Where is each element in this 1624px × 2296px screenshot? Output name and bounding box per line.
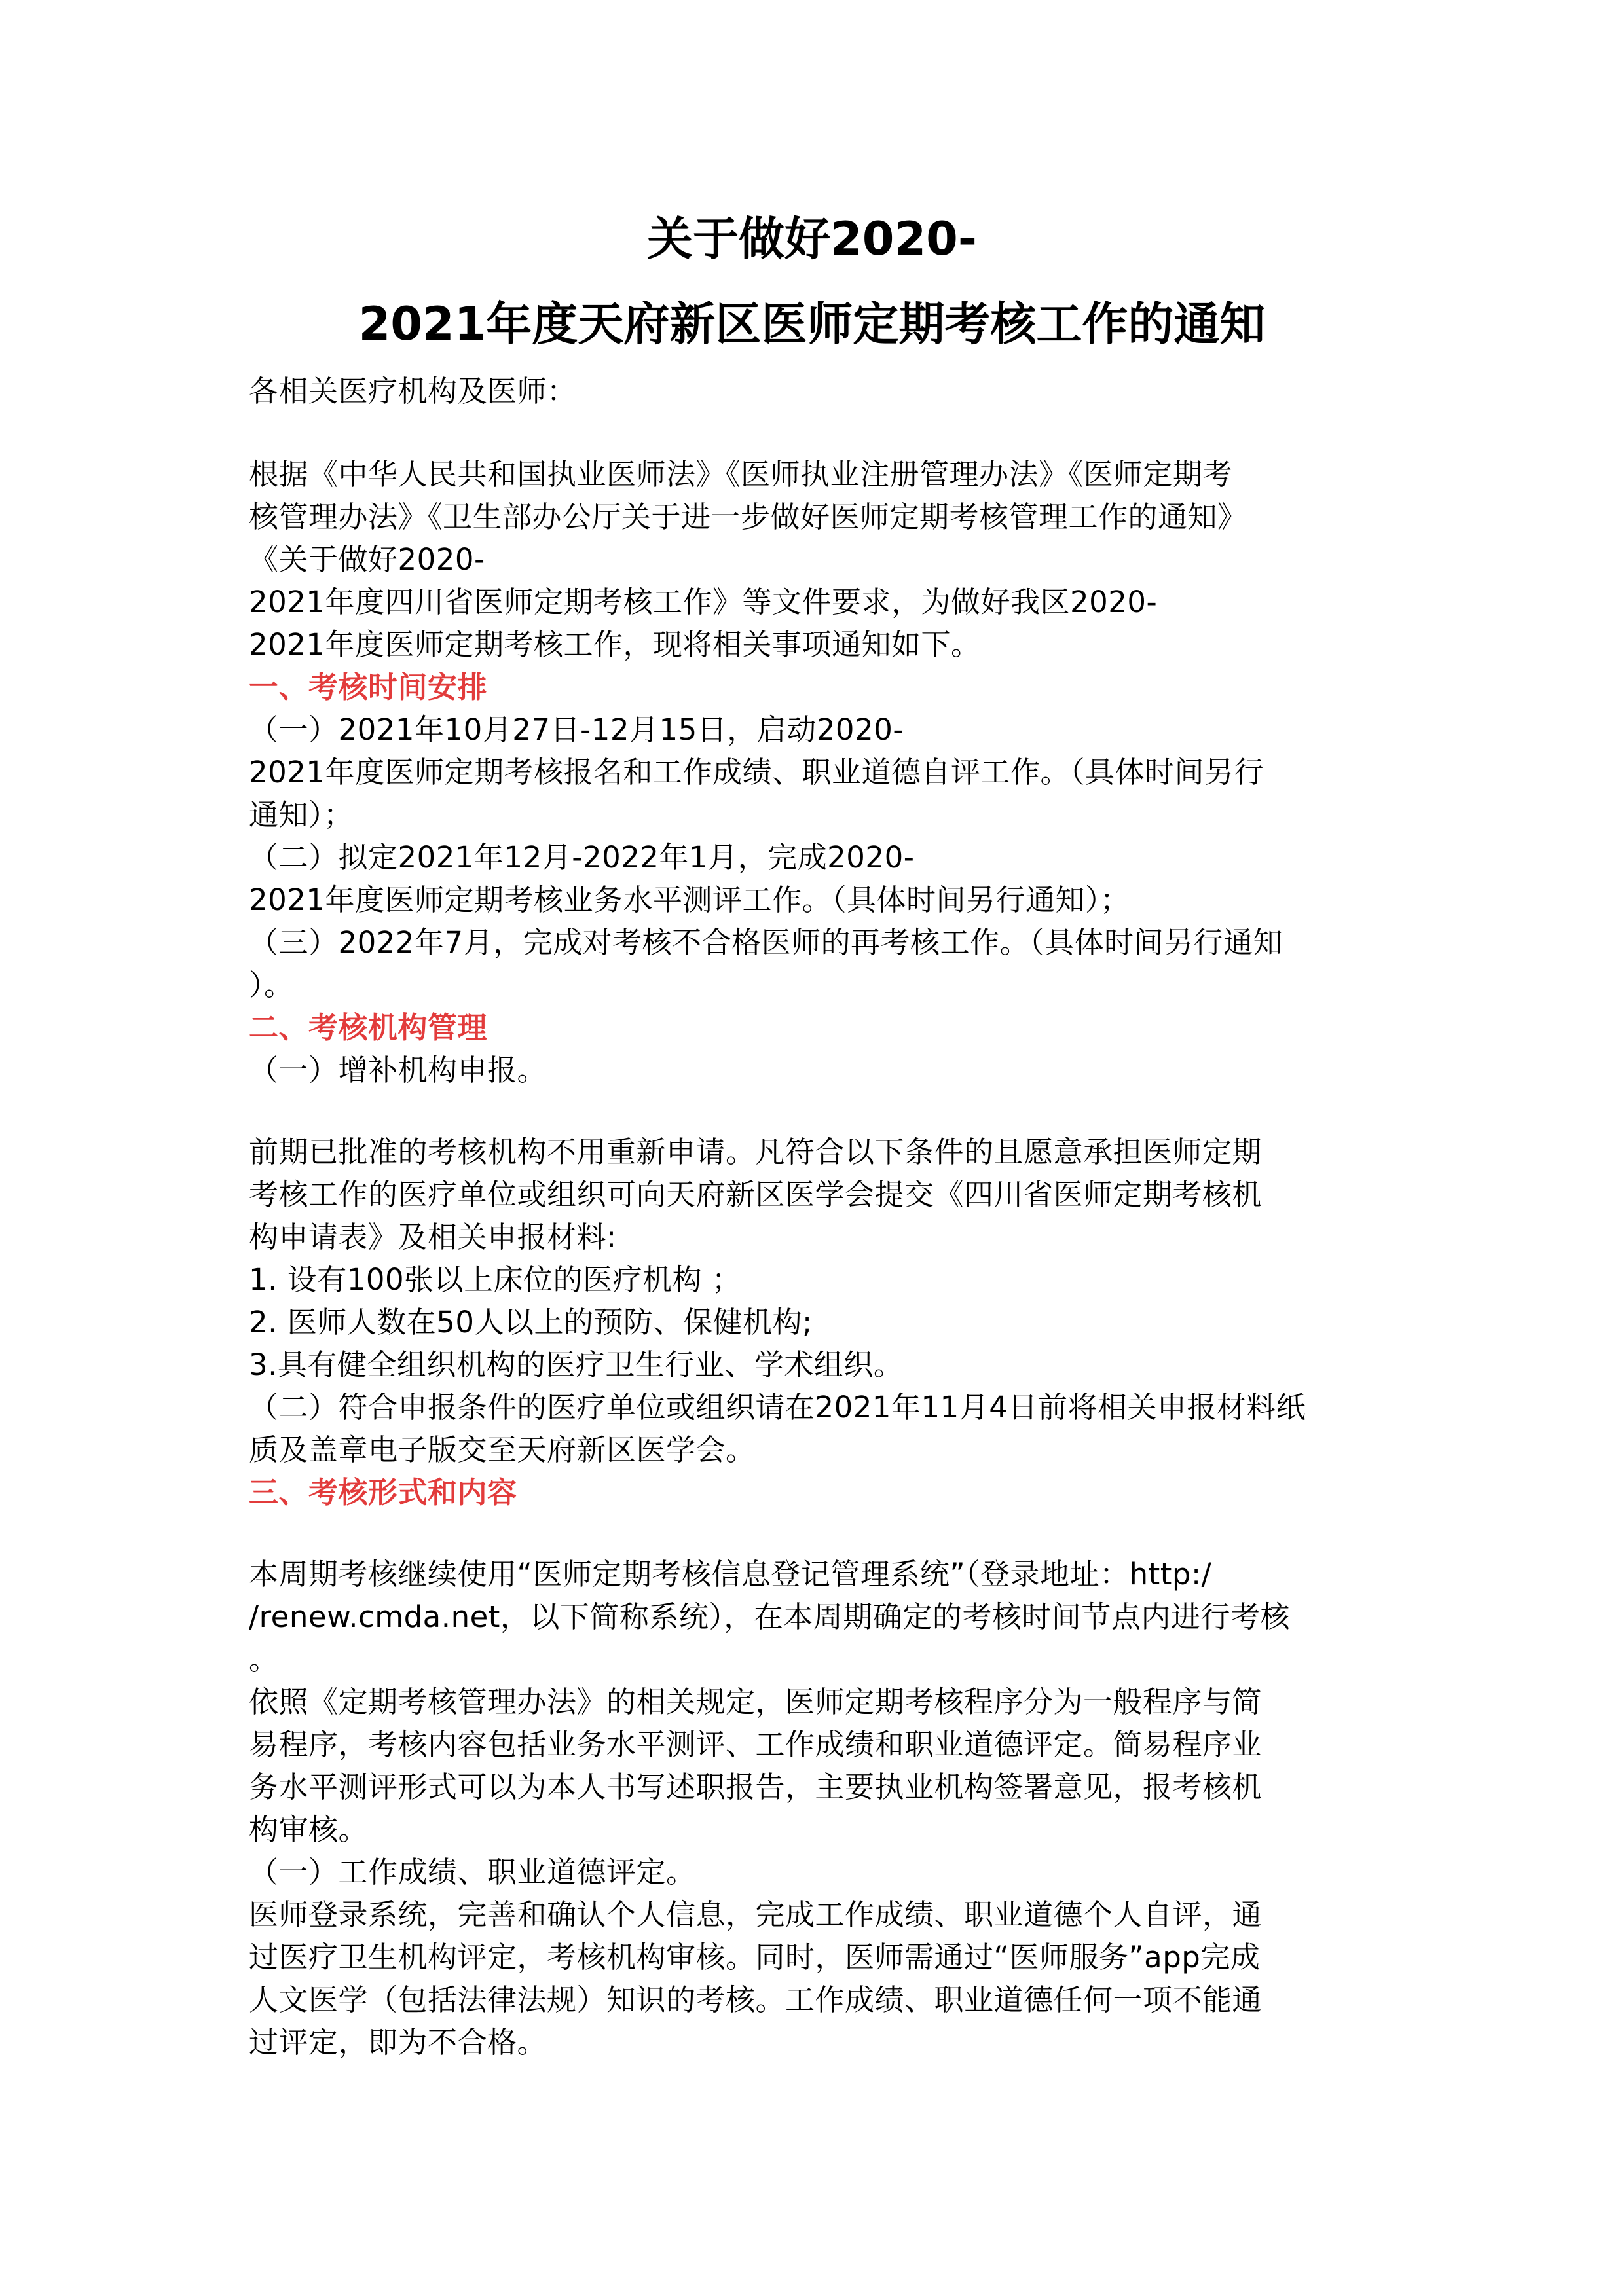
body-line: 易程序，考核内容包括业务水平测评、工作成绩和职业道德评定。简易程序业 [249, 1727, 1263, 1762]
section-heading-schedule: 一、考核时间安排 [249, 670, 488, 704]
body-line: （一）增补机构申报。 [249, 1053, 547, 1087]
body-line: 2021年度四川省医师定期考核工作》等文件要求，为做好我区2020- [249, 585, 1158, 619]
body-line: 2021年度医师定期考核业务水平测评工作。（具体时间另行通知）； [249, 883, 1130, 917]
body-line: 依照《定期考核管理办法》的相关规定，医师定期考核程序分为一般程序与简 [249, 1685, 1263, 1719]
list-item: 1. 设有100张以上床位的医疗机构 ； [249, 1262, 742, 1297]
body-line: 构审核。 [249, 1812, 369, 1847]
document-title-line-1: 关于做好2020- [647, 212, 977, 266]
body-line: （一）2021年10月27日-12月15日，启动2020- [249, 712, 904, 747]
body-line: ）。 [249, 968, 294, 1002]
body-line: 2021年度医师定期考核工作，现将相关事项通知如下。 [249, 627, 981, 662]
body-line: 质及盖章电子版交至天府新区医学会。 [249, 1432, 756, 1467]
body-line: 《关于做好2020- [249, 542, 485, 577]
body-line: 过评定，即为不合格。 [249, 2025, 547, 2060]
body-line: （三）2022年7月，完成对考核不合格医师的再考核工作。（具体时间另行通知 [249, 925, 1283, 960]
list-item: 3.具有健全组织机构的医疗卫生行业、学术组织。 [249, 1347, 904, 1382]
body-line: 过医疗卫生机构评定，考核机构审核。同时，医师需通过“医师服务”app完成 [249, 1940, 1261, 1975]
body-line: 通知）； [249, 797, 354, 832]
body-line: 2021年度医师定期考核报名和工作成绩、职业道德自评工作。（具体时间另行 [249, 755, 1264, 790]
body-line: 核管理办法》《卫生部办公厅关于进一步做好医师定期考核管理工作的通知》 [249, 500, 1247, 534]
salutation: 各相关医疗机构及医师： [249, 374, 577, 409]
body-line: 务水平测评形式可以为本人书写述职报告，主要执业机构签署意见，报考核机 [249, 1770, 1263, 1804]
body-line: （一）工作成绩、职业道德评定。 [249, 1855, 696, 1889]
section-heading-institutions: 二、考核机构管理 [249, 1010, 488, 1045]
body-line: 。 [249, 1642, 279, 1677]
body-line: 前期已批准的考核机构不用重新申请。凡符合以下条件的且愿意承担医师定期 [249, 1135, 1263, 1169]
document-title-line-2: 2021年度天府新区医师定期考核工作的通知 [358, 297, 1266, 351]
body-line: 人文医学（包括法律法规）知识的考核。工作成绩、职业道德任何一项不能通 [249, 1982, 1263, 2017]
body-line: 根据《中华人民共和国执业医师法》《医师执业注册管理办法》《医师定期考 [249, 457, 1233, 492]
body-line: （二）拟定2021年12月-2022年1月，完成2020- [249, 840, 915, 875]
body-line: 考核工作的医疗单位或组织可向天府新区医学会提交《四川省医师定期考核机 [249, 1177, 1263, 1212]
body-line: 本周期考核继续使用“医师定期考核信息登记管理系统”（登录地址：http:/ [249, 1557, 1212, 1592]
body-line: /renew.cmda.net，以下简称系统），在本周期确定的考核时间节点内进行考核 [249, 1599, 1290, 1634]
body-line: （二）符合申报条件的医疗单位或组织请在2021年11月4日前将相关申报材料纸 [249, 1390, 1306, 1425]
body-line: 构申请表》及相关申报材料: [249, 1220, 617, 1254]
section-heading-format: 三、考核形式和内容 [249, 1475, 517, 1510]
list-item: 2. 医师人数在50人以上的预防、保健机构; [249, 1305, 813, 1339]
body-line: 医师登录系统，完善和确认个人信息，完成工作成绩、职业道德个人自评，通 [249, 1897, 1263, 1932]
